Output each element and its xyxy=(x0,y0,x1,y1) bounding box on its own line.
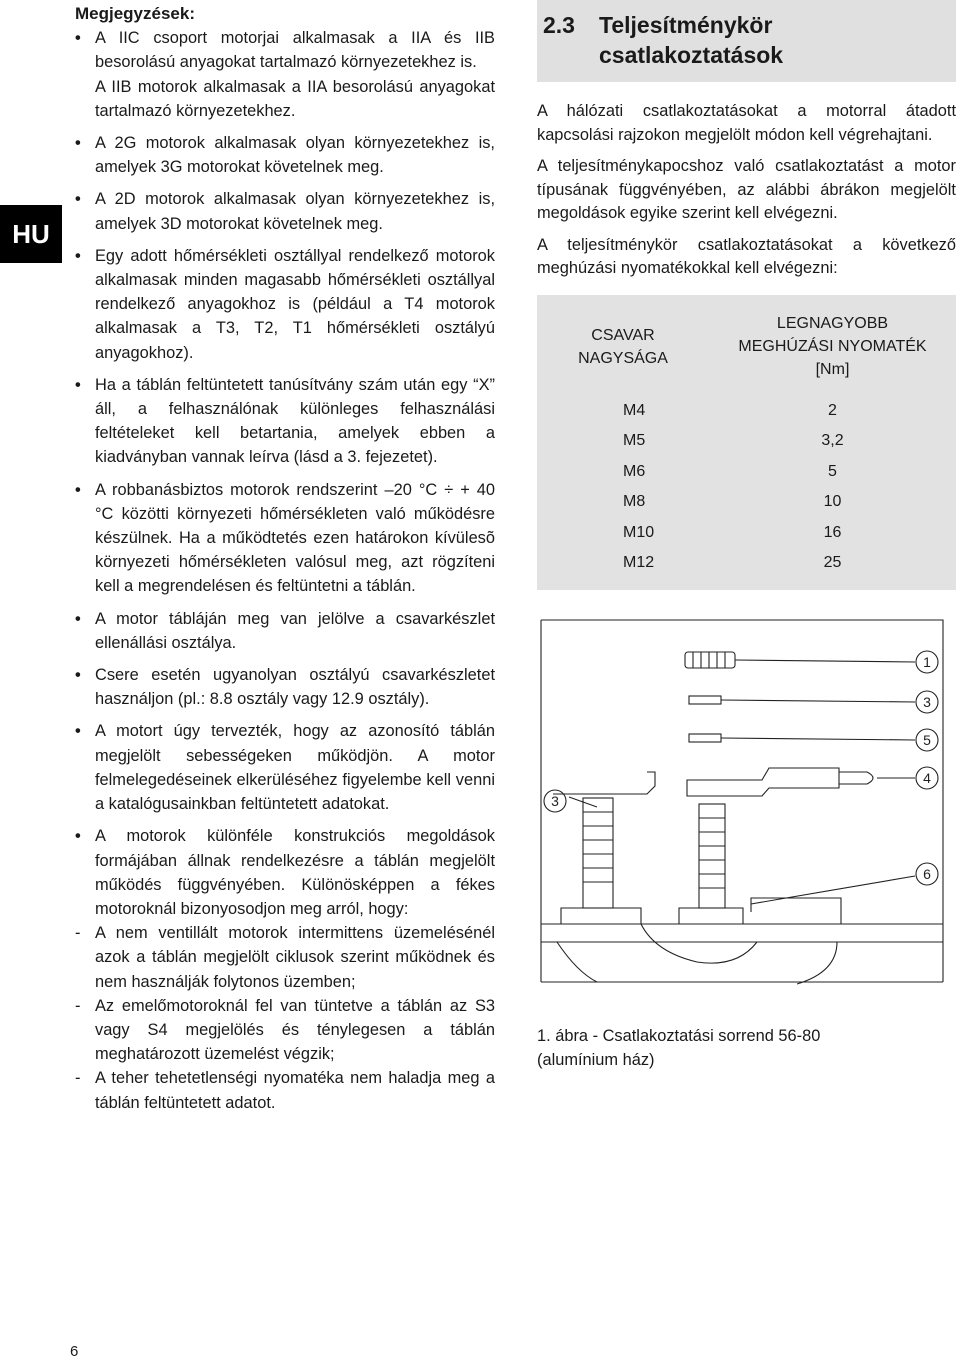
dash-icon: - xyxy=(75,924,81,943)
bullet-icon: • xyxy=(75,190,81,209)
notes-bullet-list xyxy=(75,26,495,921)
table-row: M6 5 xyxy=(623,462,837,480)
section-paragraph: A teljesítménykapocshoz való csatlakoztatást a motor típusának függvényében, az alábbi ábrákon megjelölt megoldások egyike szerint kell elvégezni. xyxy=(537,157,956,222)
note-item: • Egy adott hőmérsékleti osztállyal rendelkező motorok alkalmasak minden magasabb hőmérsékleti osztállyal rendelkező anyagokhoz is (például a T4 motorok alkalmasak a T3, T2, T1 hőmérsékleti osztályú anyagokhoz). xyxy=(75,244,495,365)
section-paragraph: A teljesítménykör csatlakoztatásokat a következő meghúzási nyomatékokkal kell elvégezni: xyxy=(537,235,956,277)
diagram-frame xyxy=(541,620,943,982)
callout-label: 1 xyxy=(923,654,931,670)
table-header-row xyxy=(537,295,956,396)
callout-label: 3 xyxy=(923,694,931,710)
callout-label: 4 xyxy=(923,770,931,786)
dash-item: - A nem ventillált motorok intermittens üzemelésénél azok a táblán megjelölt ciklusok szerint működnek és nem használják folytonos üzemben; xyxy=(75,921,495,994)
bullet-icon: • xyxy=(75,827,81,846)
notes-dash-list xyxy=(75,921,495,1115)
table-row: M8 10 xyxy=(623,493,842,510)
torque-table xyxy=(537,295,956,590)
section-heading xyxy=(537,0,956,82)
bullet-icon: • xyxy=(75,666,81,685)
callout-label: 5 xyxy=(923,732,931,748)
notes-title: Megjegyzések: xyxy=(75,4,195,23)
bullet-icon: • xyxy=(75,480,81,499)
cable-lug-part xyxy=(687,768,839,796)
table-row: M5 3,2 xyxy=(623,432,844,449)
stud-part xyxy=(699,804,725,908)
dash-item: - Az emelőmotoroknál fel van tüntetve a táblán az S3 vagy S4 megjelölés és ténylegesen a táblán meghatározott üzemelést végzik; xyxy=(75,994,495,1067)
note-item: • A motort úgy tervezték, hogy az azonosító táblán megjelölt sebességeken működjön. A motor felmelegedéseinek elkerüléséhez figyelembe kell venni a katalógusainkban feltüntetett adatokat. xyxy=(75,719,495,816)
table-row: M12 25 xyxy=(623,554,842,571)
note-item: • Csere esetén ugyanolyan osztályú csavarkészletet használjon (pl.: 8.8 osztály vagy 12.9 osztály). xyxy=(75,663,495,711)
note-item: • A motorok különféle konstrukciós megoldások formájában állnak rendelkezésre a táblán megjelölt működés függvényében. Különösképpen a fékes motoroknál bizonyosodjon meg arról, hogy: xyxy=(75,824,495,921)
header-max-torque: LEGNAGYOBB MEGHÚZÁSI NYOMATÉK [Nm] xyxy=(738,315,927,378)
notes-column xyxy=(75,2,495,1115)
section-number: 2.3 xyxy=(543,12,575,38)
washer-part xyxy=(689,696,721,704)
section-paragraph: A hálózati csatlakoztatásokat a motorral átadott kapcsolási rajzokon megjelölt módon kell végrehajtani. xyxy=(537,102,956,144)
dash-icon: - xyxy=(75,996,81,1015)
bullet-icon: • xyxy=(75,246,81,265)
section-title: Teljesítménykör csatlakoztatások xyxy=(599,12,784,68)
table-row: M10 16 xyxy=(623,523,842,541)
dash-item: - A teher tehetetlenségi nyomatéka nem haladja meg a táblán feltüntetett adatot. xyxy=(75,1066,495,1114)
stud-part xyxy=(583,798,613,908)
note-item: • A IIC csoport motorjai alkalmasak a IIA és IIB besorolású anyagokat tartalmazó környezetekhez is. A IIB motorok alkalmasak a IIA besorolású anyagokat tartalmazó környezetekhez. xyxy=(75,26,495,123)
callout-label: 3 xyxy=(551,793,559,809)
washer-part xyxy=(689,734,721,742)
figure-caption: 1. ábra - Csatlakoztatási sorrend 56-80 (alumínium ház) xyxy=(537,1027,821,1069)
bullet-icon: • xyxy=(75,134,81,153)
note-item: • A 2D motorok alkalmasak olyan környezetekhez is, amelyek 3D motorokat követelnek meg. xyxy=(75,187,495,235)
terminal-connection-diagram xyxy=(537,612,956,1007)
note-item: • A 2G motorok alkalmasak olyan környezetekhez is, amelyek 3G motorokat követelnek meg. xyxy=(75,131,495,179)
table-row: M4 2 xyxy=(623,401,837,419)
note-item: • A robbanásbiztos motorok rendszerint –20 °C ÷ + 40 °C közötti környezeti hőmérsékleten való működésre készülnek. Ha a működtetés ezen határokon kívülesõ környezeti hőmérsékleten valósul meg, azt rögzíteni kell a megrendelésen és feltüntetni a táblán. xyxy=(75,478,495,599)
bullet-icon: • xyxy=(75,609,81,628)
note-item: • A motor tábláján meg van jelölve a csavarkészlet ellenállási osztálya. xyxy=(75,607,495,655)
section-column xyxy=(537,0,956,590)
nut-part xyxy=(561,908,641,924)
dash-icon: - xyxy=(75,1069,81,1088)
language-tab: HU xyxy=(0,205,62,263)
bullet-icon: • xyxy=(75,375,81,394)
header-screw-size: CSAVAR NAGYSÁGA xyxy=(578,326,668,367)
callout-label: 6 xyxy=(923,866,931,882)
bullet-icon: • xyxy=(75,29,81,48)
nut-part xyxy=(679,908,743,924)
note-item: • Ha a táblán feltüntetett tanúsítvány szám után egy “X” áll, a felhasználónak különleges felhasználási feltételeket kell betartania, amelyek ebben a kiadványban vannak leírva (lásd a 3. fejezetet). xyxy=(75,373,495,470)
page-number: 6 xyxy=(70,1343,79,1360)
bullet-icon: • xyxy=(75,722,81,741)
